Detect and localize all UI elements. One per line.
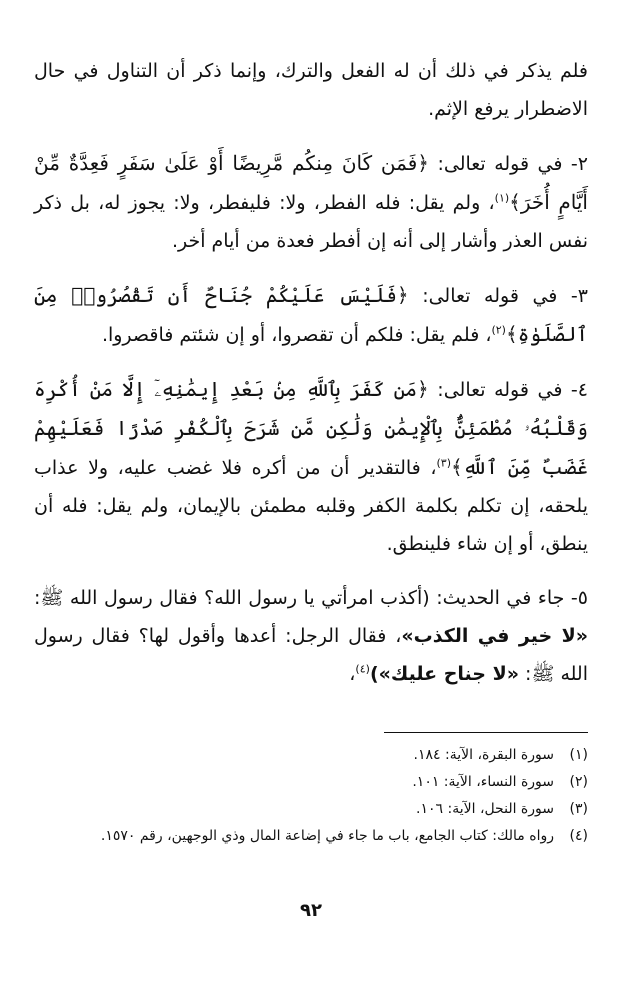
item-text: ، فلم يقل: فلكم أن تقصروا، أو إن شئتم فاقصروا. — [101, 324, 492, 346]
footnote-text: رواه مالك: كتاب الجامع، باب ما جاء في إضاعة المال وذي الوجهين، رقم ١٥٧٠. — [100, 828, 554, 844]
footnote-number: (١) — [569, 747, 588, 763]
paragraph-item-4 — [34, 370, 588, 563]
hadith-quote: «لا جناح عليك») — [369, 663, 520, 685]
item-end: ، — [349, 663, 356, 685]
footnote-number: (٣) — [569, 801, 588, 817]
paragraph-item-5 — [34, 579, 588, 693]
footnote-item — [34, 742, 588, 769]
footnote-item — [34, 823, 588, 850]
footnote-number: (٤) — [569, 828, 588, 844]
page-number: ٩٢ — [300, 900, 322, 921]
footnote-text: سورة النساء، الآية: ١٠١. — [412, 774, 554, 790]
quran-verse: ﴿فَلَيْسَ عَلَيْكُمْ جُنَاحٌ أَن تَقْصُرُوا۟ مِنَ ٱلصَّلَوٰةِ﴾ — [34, 283, 588, 346]
footnote-ref: (٤) — [355, 662, 370, 676]
footnote-divider — [384, 732, 588, 733]
quran-verse: ﴿فَمَن كَانَ مِنكُم مَّرِيضًا أَوْ عَلَىٰ سَفَرٍ فَعِدَّةٌ مِّنْ أَيَّامٍ أُخَرَ﴾ — [34, 151, 588, 214]
quran-verse: ﴿مَن كَفَرَ بِٱللَّهِ مِنۢ بَعْدِ إِيمَٰنِهِۦٓ إِلَّا مَنْ أُكْرِهَ وَقَلْبُهُۥ مُطْمَئِنٌّۢ بِٱلْإِيمَٰنِ وَلَٰكِن مَّن شَرَحَ بِٱلْكُفْرِ صَدْرًا فَعَلَيْهِمْ غَضَبٌ مِّنَ ٱللَّهِ﴾ — [34, 377, 589, 479]
paragraph-intro — [34, 52, 588, 128]
footnote-ref: (١) — [494, 191, 510, 205]
intro-text: فلم يذكر في ذلك أن له الفعل والترك، وإنما ذكر أن التناول في حال الاضطرار يرفع الإثم. — [34, 60, 588, 120]
item-lead: ٤- في قوله تعالى: — [428, 379, 589, 401]
item-text: ، فالتقدير أن من أكره فلا غضب عليه، ولا عذاب يلحقه، إن تكلم بكلمة الكفر وقلبه مطمئن بالإيمان، ولم يقل: فله أن ينطق، أو إن شاء فلينطق. — [34, 457, 588, 555]
footnote-item — [34, 796, 588, 823]
item-lead: ٢- في قوله تعالى: — [428, 153, 588, 175]
item-lead: ٣- في قوله تعالى: — [408, 285, 589, 307]
paragraph-item-2 — [34, 144, 588, 260]
footnote-number: (٢) — [569, 774, 588, 790]
footnote-text: سورة البقرة، الآية: ١٨٤. — [413, 747, 554, 763]
item-text: ، ولم يقل: فله الفطر، ولا: فليفطر، ولا: يجوز له، بل ذكر نفس العذر وأشار إلى أنه إن أفطر فعدة من أيام أخر. — [34, 192, 588, 252]
footnote-text: سورة النحل، الآية: ١٠٦. — [416, 801, 554, 817]
footnote-ref: (٢) — [491, 323, 506, 337]
item-lead: ٥- جاء في الحديث: (أكذب امرأتي يا رسول الله؟ فقال رسول الله ﷺ: — [34, 587, 588, 609]
hadith-quote: «لا خير في الكذب» — [401, 625, 588, 647]
footnote-ref: (٣) — [436, 456, 451, 470]
page-body — [34, 52, 588, 709]
item-text: ، فقال الرجل: أعدها وأقول لها؟ فقال رسول الله ﷺ: — [34, 625, 588, 685]
paragraph-item-3 — [34, 276, 588, 354]
footnote-item — [34, 769, 588, 796]
footnotes — [34, 742, 588, 850]
